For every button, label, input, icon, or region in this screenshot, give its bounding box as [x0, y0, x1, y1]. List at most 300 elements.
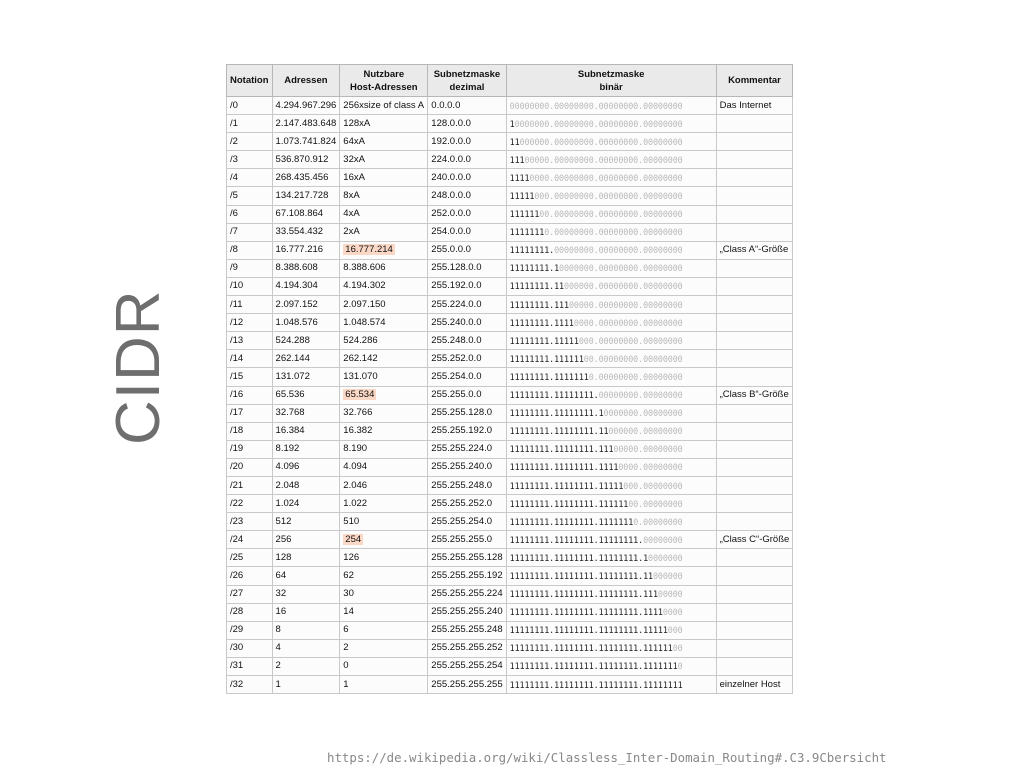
header-notation: [227, 65, 273, 97]
host-bits: 00: [672, 643, 683, 654]
cell-subnet-decimal: 255.240.0.0: [428, 314, 506, 332]
cell-addresses: 262.144: [272, 350, 340, 368]
cell-addresses: 2.048: [272, 476, 340, 494]
cell-usable-hosts: 64xA: [340, 133, 428, 151]
cell-usable-hosts: 510: [340, 513, 428, 531]
cell-subnet-binary: [506, 476, 716, 494]
cell-usable-hosts: 6: [340, 621, 428, 639]
cell-usable-hosts: 16xA: [340, 169, 428, 187]
header-line: Kommentar: [728, 75, 781, 86]
network-bits: 1111111: [509, 227, 545, 238]
cell-notation: /9: [227, 259, 273, 277]
cell-comment: [716, 187, 793, 205]
highlighted-value: 65.534: [345, 389, 375, 401]
table-row: [227, 567, 793, 585]
cell-addresses: 268.435.456: [272, 169, 340, 187]
cell-usable-hosts: 128xA: [340, 115, 428, 133]
header-line: binär: [599, 81, 623, 93]
host-bits: 00000.00000000.00000000.00000000: [524, 154, 683, 165]
cell-comment: [716, 404, 793, 422]
cell-addresses: 64: [272, 567, 340, 585]
cell-subnet-decimal: 255.255.224.0: [428, 440, 506, 458]
cell-notation: /21: [227, 476, 273, 494]
table-row: [227, 585, 793, 603]
cell-usable-hosts: [340, 386, 428, 404]
cell-notation: /15: [227, 368, 273, 386]
header-subnet-binary: [506, 65, 716, 97]
cell-notation: /0: [227, 97, 273, 115]
header-subnet-decimal: [428, 65, 506, 97]
cell-usable-hosts: 126: [340, 549, 428, 567]
host-bits: 000000: [652, 570, 683, 581]
cell-subnet-decimal: 255.255.128.0: [428, 404, 506, 422]
network-bits: 11111111.111: [509, 299, 569, 310]
cell-addresses: 16.777.216: [272, 241, 340, 259]
cell-addresses: 1.024: [272, 495, 340, 513]
cell-notation: /11: [227, 296, 273, 314]
cell-subnet-binary: [506, 314, 716, 332]
cell-subnet-binary: [506, 296, 716, 314]
cell-notation: /20: [227, 458, 273, 476]
cell-addresses: 2: [272, 657, 340, 675]
header-line: dezimal: [449, 81, 485, 93]
highlighted-value: 254: [345, 533, 362, 545]
cell-notation: /28: [227, 603, 273, 621]
cell-comment: [716, 368, 793, 386]
cell-subnet-binary: [506, 549, 716, 567]
host-bits: 00000000: [643, 534, 683, 545]
table-row: [227, 603, 793, 621]
header-line: Subnetzmaske: [577, 68, 645, 80]
cell-subnet-binary: [506, 621, 716, 639]
cell-notation: /18: [227, 422, 273, 440]
network-bits: 11111111.11111111.11111111.111: [509, 589, 658, 600]
cell-usable-hosts: 262.142: [340, 350, 428, 368]
cell-comment: „Class B“-Größe: [716, 386, 793, 404]
cell-comment: [716, 296, 793, 314]
table-row: [227, 476, 793, 494]
cell-subnet-binary: [506, 386, 716, 404]
table-row: [227, 368, 793, 386]
cell-subnet-decimal: 255.255.252.0: [428, 495, 506, 513]
host-bits: 00000.00000000: [613, 444, 683, 455]
host-bits: 0: [677, 661, 683, 672]
cell-subnet-decimal: 192.0.0.0: [428, 133, 506, 151]
network-bits: 11111111.11111111.111: [509, 444, 614, 455]
table-row: [227, 151, 793, 169]
host-bits: 000.00000000.00000000: [578, 335, 683, 346]
network-bits: 11111111.11: [509, 281, 564, 292]
cell-comment: [716, 440, 793, 458]
header-line: Nutzbare: [363, 68, 405, 80]
host-bits: 00000.00000000.00000000: [568, 299, 683, 310]
network-bits: 111: [509, 154, 525, 165]
cell-usable-hosts: 4.094: [340, 458, 428, 476]
cell-addresses: 65.536: [272, 386, 340, 404]
cell-usable-hosts: 16.382: [340, 422, 428, 440]
header-comment: [716, 65, 793, 97]
cell-subnet-decimal: 255.248.0.0: [428, 332, 506, 350]
cell-subnet-decimal: 255.192.0.0: [428, 277, 506, 295]
host-bits: 0.00000000.00000000.00000000: [544, 227, 683, 238]
cell-usable-hosts: 8.190: [340, 440, 428, 458]
network-bits: 11111111.11111111.: [509, 390, 599, 401]
host-bits: 000000.00000000.00000000: [564, 281, 683, 292]
network-bits: 11111: [509, 191, 535, 202]
cell-comment: [716, 133, 793, 151]
cell-subnet-binary: [506, 187, 716, 205]
network-bits: 11111111.11111111.11111111.1: [509, 552, 649, 563]
host-bits: 000.00000000: [623, 480, 683, 491]
cell-notation: /5: [227, 187, 273, 205]
cell-notation: /29: [227, 621, 273, 639]
cell-addresses: 67.108.864: [272, 205, 340, 223]
cell-subnet-binary: [506, 639, 716, 657]
cell-subnet-binary: [506, 676, 716, 694]
host-bits: 0000000.00000000.00000000: [559, 263, 683, 274]
network-bits: 11111111.11111111.11111: [509, 480, 624, 491]
host-bits: 000.00000000.00000000.00000000: [534, 191, 683, 202]
host-bits: 0000000.00000000.00000000.00000000: [514, 118, 683, 129]
cell-subnet-decimal: 255.255.255.192: [428, 567, 506, 585]
cell-addresses: 4.294.967.296: [272, 97, 340, 115]
cell-comment: [716, 223, 793, 241]
cell-addresses: 2.147.483.648: [272, 115, 340, 133]
cell-subnet-binary: [506, 259, 716, 277]
cell-comment: [716, 657, 793, 675]
cell-comment: [716, 259, 793, 277]
cell-comment: Das Internet: [716, 97, 793, 115]
cell-usable-hosts: 1.022: [340, 495, 428, 513]
cell-addresses: 512: [272, 513, 340, 531]
cell-subnet-binary: [506, 277, 716, 295]
cell-notation: /32: [227, 676, 273, 694]
cell-subnet-decimal: 255.255.0.0: [428, 386, 506, 404]
header-line: Notation: [230, 75, 269, 86]
cell-addresses: 128: [272, 549, 340, 567]
cell-comment: [716, 422, 793, 440]
network-bits: 1111: [509, 172, 530, 183]
cell-usable-hosts: 62: [340, 567, 428, 585]
table-row: [227, 350, 793, 368]
table-row: [227, 549, 793, 567]
network-bits: 11111111.11111111.11: [509, 426, 609, 437]
cell-addresses: 2.097.152: [272, 296, 340, 314]
host-bits: 000: [667, 625, 683, 636]
table-row: [227, 115, 793, 133]
table-row: [227, 205, 793, 223]
table-row: [227, 440, 793, 458]
cell-notation: /23: [227, 513, 273, 531]
cell-usable-hosts: 32xA: [340, 151, 428, 169]
cell-subnet-binary: [506, 495, 716, 513]
cell-notation: /27: [227, 585, 273, 603]
cell-comment: [716, 567, 793, 585]
cell-usable-hosts: 131.070: [340, 368, 428, 386]
network-bits: 11111111.: [509, 245, 555, 256]
cell-usable-hosts: 32.766: [340, 404, 428, 422]
cell-notation: /25: [227, 549, 273, 567]
network-bits: 11111111.11111111.1111: [509, 462, 619, 473]
cell-comment: [716, 314, 793, 332]
cell-subnet-binary: [506, 350, 716, 368]
cell-comment: [716, 513, 793, 531]
cell-subnet-decimal: 128.0.0.0: [428, 115, 506, 133]
host-bits: 0000000: [648, 552, 683, 563]
cell-subnet-decimal: 0.0.0.0: [428, 97, 506, 115]
table-row: [227, 223, 793, 241]
network-bits: 11111111.11111111.11111111.11111: [509, 625, 668, 636]
network-bits: 11111111.11111111.11111111.: [509, 534, 644, 545]
cell-addresses: 16: [272, 603, 340, 621]
cell-subnet-decimal: 255.255.255.224: [428, 585, 506, 603]
cell-subnet-binary: [506, 422, 716, 440]
cell-notation: /8: [227, 241, 273, 259]
cell-usable-hosts: [340, 241, 428, 259]
host-bits: 000000.00000000.00000000.00000000: [519, 136, 683, 147]
cidr-table: [226, 64, 793, 694]
cell-notation: /22: [227, 495, 273, 513]
cell-subnet-decimal: 255.255.255.0: [428, 531, 506, 549]
cell-notation: /19: [227, 440, 273, 458]
cell-notation: /17: [227, 404, 273, 422]
network-bits: 11111111.11111111.11111111.1111: [509, 607, 663, 618]
cell-notation: /2: [227, 133, 273, 151]
cell-addresses: 131.072: [272, 368, 340, 386]
cell-addresses: 8.192: [272, 440, 340, 458]
header-addresses: [272, 65, 340, 97]
table-row: [227, 458, 793, 476]
highlighted-value: 16.777.214: [345, 244, 393, 256]
network-bits: 111111: [509, 209, 540, 220]
cell-usable-hosts: 0: [340, 657, 428, 675]
host-bits: 0.00000000.00000000: [588, 371, 683, 382]
cell-subnet-decimal: 248.0.0.0: [428, 187, 506, 205]
host-bits: 00000: [657, 589, 683, 600]
cell-subnet-binary: [506, 241, 716, 259]
cell-subnet-binary: [506, 133, 716, 151]
cell-usable-hosts: 4.194.302: [340, 277, 428, 295]
cell-comment: [716, 115, 793, 133]
host-bits: 0000000.00000000: [603, 408, 683, 419]
cell-subnet-decimal: 255.252.0.0: [428, 350, 506, 368]
cell-addresses: 256: [272, 531, 340, 549]
cell-subnet-binary: [506, 440, 716, 458]
header-line: Host-Adressen: [350, 81, 418, 93]
cell-addresses: 8: [272, 621, 340, 639]
table-row: [227, 639, 793, 657]
cell-notation: /12: [227, 314, 273, 332]
cell-addresses: 33.554.432: [272, 223, 340, 241]
table-row: [227, 187, 793, 205]
cell-subnet-decimal: 255.255.255.128: [428, 549, 506, 567]
cell-subnet-binary: [506, 603, 716, 621]
header-line: Subnetzmaske: [433, 68, 501, 80]
cell-subnet-decimal: 255.254.0.0: [428, 368, 506, 386]
cell-notation: /7: [227, 223, 273, 241]
cell-comment: „Class A“-Größe: [716, 241, 793, 259]
cell-notation: /30: [227, 639, 273, 657]
cell-notation: /24: [227, 531, 273, 549]
cell-comment: [716, 495, 793, 513]
cell-comment: „Class C“-Größe: [716, 531, 793, 549]
cell-comment: einzelner Host: [716, 676, 793, 694]
table-row: [227, 422, 793, 440]
network-bits: 11111111.11111111.1: [509, 408, 604, 419]
table-row: [227, 676, 793, 694]
host-bits: 0000.00000000: [618, 462, 683, 473]
cell-addresses: 4.194.304: [272, 277, 340, 295]
cell-subnet-binary: [506, 531, 716, 549]
cell-subnet-binary: [506, 97, 716, 115]
cell-notation: /3: [227, 151, 273, 169]
cell-comment: [716, 639, 793, 657]
cell-notation: /31: [227, 657, 273, 675]
cell-usable-hosts: 256xsize of class A: [340, 97, 428, 115]
cell-comment: [716, 350, 793, 368]
slide-title: CIDR: [104, 289, 173, 445]
network-bits: 11111111.1111111: [509, 371, 589, 382]
cell-subnet-decimal: 255.255.240.0: [428, 458, 506, 476]
cell-notation: /14: [227, 350, 273, 368]
cell-usable-hosts: 4xA: [340, 205, 428, 223]
cell-addresses: 4.096: [272, 458, 340, 476]
cell-subnet-decimal: 255.255.255.254: [428, 657, 506, 675]
host-bits: 00.00000000: [628, 498, 683, 509]
cell-usable-hosts: [340, 531, 428, 549]
network-bits: 11111111.11111: [509, 335, 579, 346]
cell-subnet-decimal: 254.0.0.0: [428, 223, 506, 241]
cell-addresses: 134.217.728: [272, 187, 340, 205]
cell-addresses: 1: [272, 676, 340, 694]
host-bits: 000000.00000000: [608, 426, 683, 437]
cell-addresses: 524.288: [272, 332, 340, 350]
cell-notation: /16: [227, 386, 273, 404]
cell-subnet-binary: [506, 458, 716, 476]
cell-notation: /26: [227, 567, 273, 585]
network-bits: 11111111.1: [509, 263, 560, 274]
cell-subnet-binary: [506, 151, 716, 169]
network-bits: 11111111.11111111.11111111.1111111: [509, 661, 678, 672]
cell-comment: [716, 603, 793, 621]
cell-usable-hosts: 2.097.150: [340, 296, 428, 314]
cell-subnet-decimal: 255.0.0.0: [428, 241, 506, 259]
network-bits: 11111111.1111: [509, 317, 574, 328]
cell-notation: /1: [227, 115, 273, 133]
cell-usable-hosts: 1: [340, 676, 428, 694]
cell-subnet-binary: [506, 332, 716, 350]
cell-subnet-decimal: 255.255.255.248: [428, 621, 506, 639]
host-bits: 0000.00000000.00000000.00000000: [529, 172, 683, 183]
cell-addresses: 8.388.608: [272, 259, 340, 277]
cell-subnet-binary: [506, 657, 716, 675]
network-bits: 11111111.11111111.1111111: [509, 516, 634, 527]
table-row: [227, 513, 793, 531]
cell-subnet-decimal: 255.224.0.0: [428, 296, 506, 314]
cell-subnet-decimal: 255.255.248.0: [428, 476, 506, 494]
network-bits: 1: [509, 118, 515, 129]
network-bits: 11111111.11111111.11111111.111111: [509, 643, 673, 654]
table-row: [227, 296, 793, 314]
table-row: [227, 332, 793, 350]
cell-comment: [716, 277, 793, 295]
cell-usable-hosts: 2.046: [340, 476, 428, 494]
header-usable-hosts: [340, 65, 428, 97]
cell-subnet-decimal: 255.128.0.0: [428, 259, 506, 277]
cell-subnet-binary: [506, 169, 716, 187]
table-row: [227, 531, 793, 549]
header-line: Adressen: [284, 75, 328, 86]
host-bits: 00000000.00000000.00000000.00000000: [509, 100, 683, 111]
cell-subnet-binary: [506, 368, 716, 386]
cell-addresses: 1.073.741.824: [272, 133, 340, 151]
cell-subnet-decimal: 255.255.255.255: [428, 676, 506, 694]
host-bits: 00.00000000.00000000.00000000: [539, 209, 683, 220]
cell-subnet-binary: [506, 404, 716, 422]
cell-subnet-binary: [506, 205, 716, 223]
cell-addresses: 32: [272, 585, 340, 603]
cell-addresses: 4: [272, 639, 340, 657]
cell-comment: [716, 458, 793, 476]
table-row: [227, 495, 793, 513]
network-bits: 11: [509, 136, 520, 147]
cell-usable-hosts: 2xA: [340, 223, 428, 241]
cell-comment: [716, 169, 793, 187]
cell-subnet-binary: [506, 223, 716, 241]
host-bits: 0000.00000000.00000000: [573, 317, 683, 328]
cell-usable-hosts: 8xA: [340, 187, 428, 205]
host-bits: 0.00000000: [633, 516, 683, 527]
cell-subnet-binary: [506, 513, 716, 531]
cell-addresses: 32.768: [272, 404, 340, 422]
cell-comment: [716, 205, 793, 223]
table-row: [227, 621, 793, 639]
table-row: [227, 97, 793, 115]
host-bits: 00000000.00000000: [598, 390, 683, 401]
table-row: [227, 314, 793, 332]
cell-comment: [716, 549, 793, 567]
cell-comment: [716, 151, 793, 169]
cell-usable-hosts: 8.388.606: [340, 259, 428, 277]
network-bits: 11111111.11111111.111111: [509, 498, 629, 509]
cell-subnet-binary: [506, 567, 716, 585]
host-bits: 00.00000000.00000000: [583, 353, 683, 364]
cell-usable-hosts: 30: [340, 585, 428, 603]
cell-subnet-decimal: 255.255.255.240: [428, 603, 506, 621]
network-bits: 11111111.11111111.11111111.11111111: [509, 679, 683, 690]
cell-subnet-decimal: 255.255.254.0: [428, 513, 506, 531]
table-header: [227, 65, 793, 97]
cell-subnet-binary: [506, 585, 716, 603]
cell-usable-hosts: 2: [340, 639, 428, 657]
cell-subnet-decimal: 240.0.0.0: [428, 169, 506, 187]
cell-notation: /10: [227, 277, 273, 295]
table-row: [227, 386, 793, 404]
cell-subnet-decimal: 255.255.192.0: [428, 422, 506, 440]
cell-usable-hosts: 1.048.574: [340, 314, 428, 332]
table-row: [227, 277, 793, 295]
cell-notation: /4: [227, 169, 273, 187]
host-bits: 00000000.00000000.00000000: [554, 245, 683, 256]
table-row: [227, 259, 793, 277]
table-row: [227, 133, 793, 151]
table-body: [227, 97, 793, 694]
table-row: [227, 241, 793, 259]
header-row: [227, 65, 793, 97]
cell-usable-hosts: 14: [340, 603, 428, 621]
source-url[interactable]: https://de.wikipedia.org/wiki/Classless_Inter-Domain_Routing#.C3.9Cbersicht: [327, 750, 887, 765]
cell-addresses: 536.870.912: [272, 151, 340, 169]
